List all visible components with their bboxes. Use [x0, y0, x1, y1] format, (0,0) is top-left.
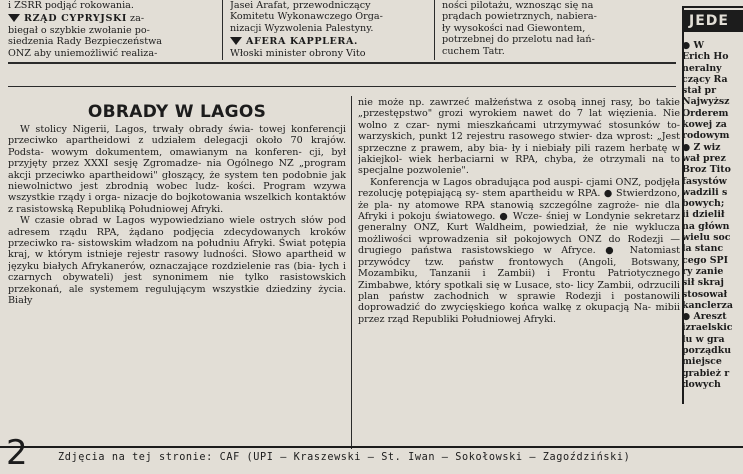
top-right-line-5: cuchem Tatr. [442, 45, 505, 57]
top-right-line-1: ności pilotażu, wznosząc się na [442, 0, 594, 11]
top-mid-line-2: Komitetu Wykonawczego Orga- [230, 11, 383, 23]
top-right-line-3: ły wysokości nad Giewontem, [442, 22, 586, 34]
footer-rule [0, 446, 743, 448]
sidebar-line: izraelskic [682, 322, 733, 334]
sidebar-line: sił skraj [682, 277, 724, 289]
sidebar-line: fasystów [682, 175, 727, 187]
column-divider [434, 0, 435, 60]
top-column-middle [230, 0, 428, 58]
sidebar-line: ii dzielił [682, 209, 725, 221]
column-divider [351, 96, 352, 449]
article-paragraph: nie może np. zawrzeć małżeństwa z osobą innej rasy, bo takie „przestępstwo" grozi wyrokiem nawet do 7 lat więzienia. Nie wolno z czar- nymi mieszkańcami utrzymywać stosunków to- warzyskich, punkt 12 rejestru rasowego stwier- dza wprost: „Jest sprzeczne z prawem, aby bia- ły i niebiały pili razem herbatę w jakiejkol- wiek herbaciarni w RPA, chyba, że otrzymali na to specjalne pozwolenie". [358, 97, 680, 177]
photo-credits: Zdjęcia na tej stronie: CAF (UPI — Kraszewski — St. Iwan — Sokołowski — Zagoździński) [58, 452, 631, 463]
article-continuation-column [358, 97, 680, 449]
sidebar-line: Erich Ho [682, 51, 729, 63]
sidebar-line: kanclerza [682, 299, 733, 311]
sidebar-line: Orderem [682, 107, 729, 119]
top-column-right [442, 0, 670, 58]
sidebar-line: grabież r [682, 367, 730, 379]
sidebar-line: kowej za [682, 119, 727, 131]
top-left-line-5: ONZ aby uniemożliwić realiza- [8, 47, 158, 58]
sidebar-line: Broz Tito [682, 164, 731, 176]
sidebar-line: ● Areszt [682, 311, 727, 323]
page-number: 2 [6, 433, 28, 473]
sidebar-line: dowych [682, 378, 721, 390]
sidebar-line: wielu soc [682, 232, 731, 244]
sidebar-line: ry zanie [682, 265, 724, 277]
sidebar-line: rodowym [682, 130, 730, 142]
sidebar-line: stosował [682, 288, 728, 300]
sidebar-line: ● Z wiz [682, 141, 721, 153]
top-right-line-2: prądach powietrznych, nabiera- [442, 11, 597, 23]
top-left-line-1: i ZSRR podjąć rokowania. [8, 0, 134, 11]
sidebar-line: bowych; [682, 198, 725, 210]
column-divider [222, 0, 223, 60]
top-mid-line-1: Jasei Arafat, przewodniczący [230, 0, 371, 11]
top-right-line-4: potrzebnej do przelotu nad łań- [442, 34, 595, 46]
sidebar-line: czący Ra [682, 73, 728, 85]
article-paragraph: W czasie obrad w Lagos wypowiedziano wiele ostrych słów pod adresem rządu RPA, żądano podjęcia zdecydowanych kroków przeciwko ra- sistowskim władzom na południu Afryki. Świat potępia kraj, w którym istnieje rejestr rasowy ludności. Słowo apartheid w języku białych Afrykanerów, oznaczające rozdzielenie ras (bia- łych i czarnych obywateli) jest synonimem nie tylko rasistowskich przekonań, ale systemem regulującym wszystkie dziedziny życia. Biały [8, 215, 346, 307]
top-mid-bullet-head: AFERA KAPPLERA. [246, 36, 358, 48]
top-left-bullet: RZĄD CYPRYJSKI za- [8, 13, 216, 24]
sidebar-line: na główn [682, 220, 730, 232]
sidebar-line: la stanc [682, 243, 724, 255]
top-mid-bullet [230, 36, 428, 47]
triangle-bullet-icon [230, 37, 242, 45]
section-rule-top [8, 62, 676, 64]
article-paragraph: Konferencja w Lagos obradująca pod auspi- cjami ONZ, podjęła rezolucję potępiającą sy- stem apartheidu w RPA. ● Stwierdzono, że pla- ny atomowe RPA stanowią szczególne zagroże- nie dla Afryki i pokoju światowego. ● Wcze- śniej w Londynie sekretarz generalny ONZ, Kurt Waldheim, powiedział, że nie wyklucza możliwości wprowadzenia sił pokojowych ONZ do Rodezji — drugiego państwa rasistowskiego w Afryce. ● Natomiast przywódcy tzw. państw frontowych (Angoli, Botswany, Mozambiku, Tanzanii i Zambii) i Frontu Patriotycznego Zimbabwe, który spotkali się w Lusace, sto- licy Zambii, odrzucili plan państw zachodnich w sprawie Rodezji i postanowili doprowadzić do zwycięskiego końca walkę z okupacją Na- mibii przez rząd Republiki Południowej Afryki. [358, 176, 680, 325]
top-left-line-4: siedzenia Rady Bezpieczeństwa [8, 36, 162, 48]
top-column-left [8, 0, 216, 58]
sidebar-column [682, 40, 743, 398]
top-mid-line-3: nizacji Wyzwolenia Palestyny. [230, 22, 374, 34]
sidebar-line: stał pr [682, 85, 717, 97]
article-paragraph: W stolicy Nigerii, Lagos, trwały obrady świa- towej konferencji przeciwko apartheidowi z udziałem delegacji około 70 krajów. Podsta- wowym dokumentem, omawianym na konferen- cji, był przyjęty przez XXXI sesję Zgromadze- nia Ogólnego NZ „program akcji przeciwko apartheidowi" głoszący, że system ten podobnie jak niewolnictwo jest zbrodnią wobec ludz- kości. Program wzywa wszystkie rządy i orga- nizacje do bojkotowania wszelkich kontaktów z rasistowską Republiką Południowej Afryki. [8, 124, 346, 215]
sidebar-line: wał prez [682, 152, 726, 164]
article-lead-column [8, 124, 346, 449]
article-headline: OBRADY W LAGOS [87, 102, 267, 122]
top-left-bullet-head: RZĄD CYPRYJSKI [24, 13, 127, 25]
top-mid-line-5: Włoski minister obrony Vito [230, 47, 366, 58]
section-rule [8, 86, 676, 87]
sidebar-line: miejsce [682, 356, 722, 368]
sidebar-line: Najwyższ [682, 96, 730, 108]
sidebar-tag: JEDE [684, 10, 743, 32]
sidebar-line: cego SPI [682, 254, 728, 266]
sidebar-line: wadzili s [682, 186, 728, 198]
sidebar-line: porządku [682, 345, 732, 357]
top-left-line-3: biegał o szybkie zwołanie po- [8, 24, 150, 36]
triangle-bullet-icon [8, 14, 20, 22]
sidebar-line: ● W [682, 40, 704, 51]
sidebar-line: lu w gra [682, 333, 725, 345]
sidebar-line: neralny [682, 62, 722, 74]
